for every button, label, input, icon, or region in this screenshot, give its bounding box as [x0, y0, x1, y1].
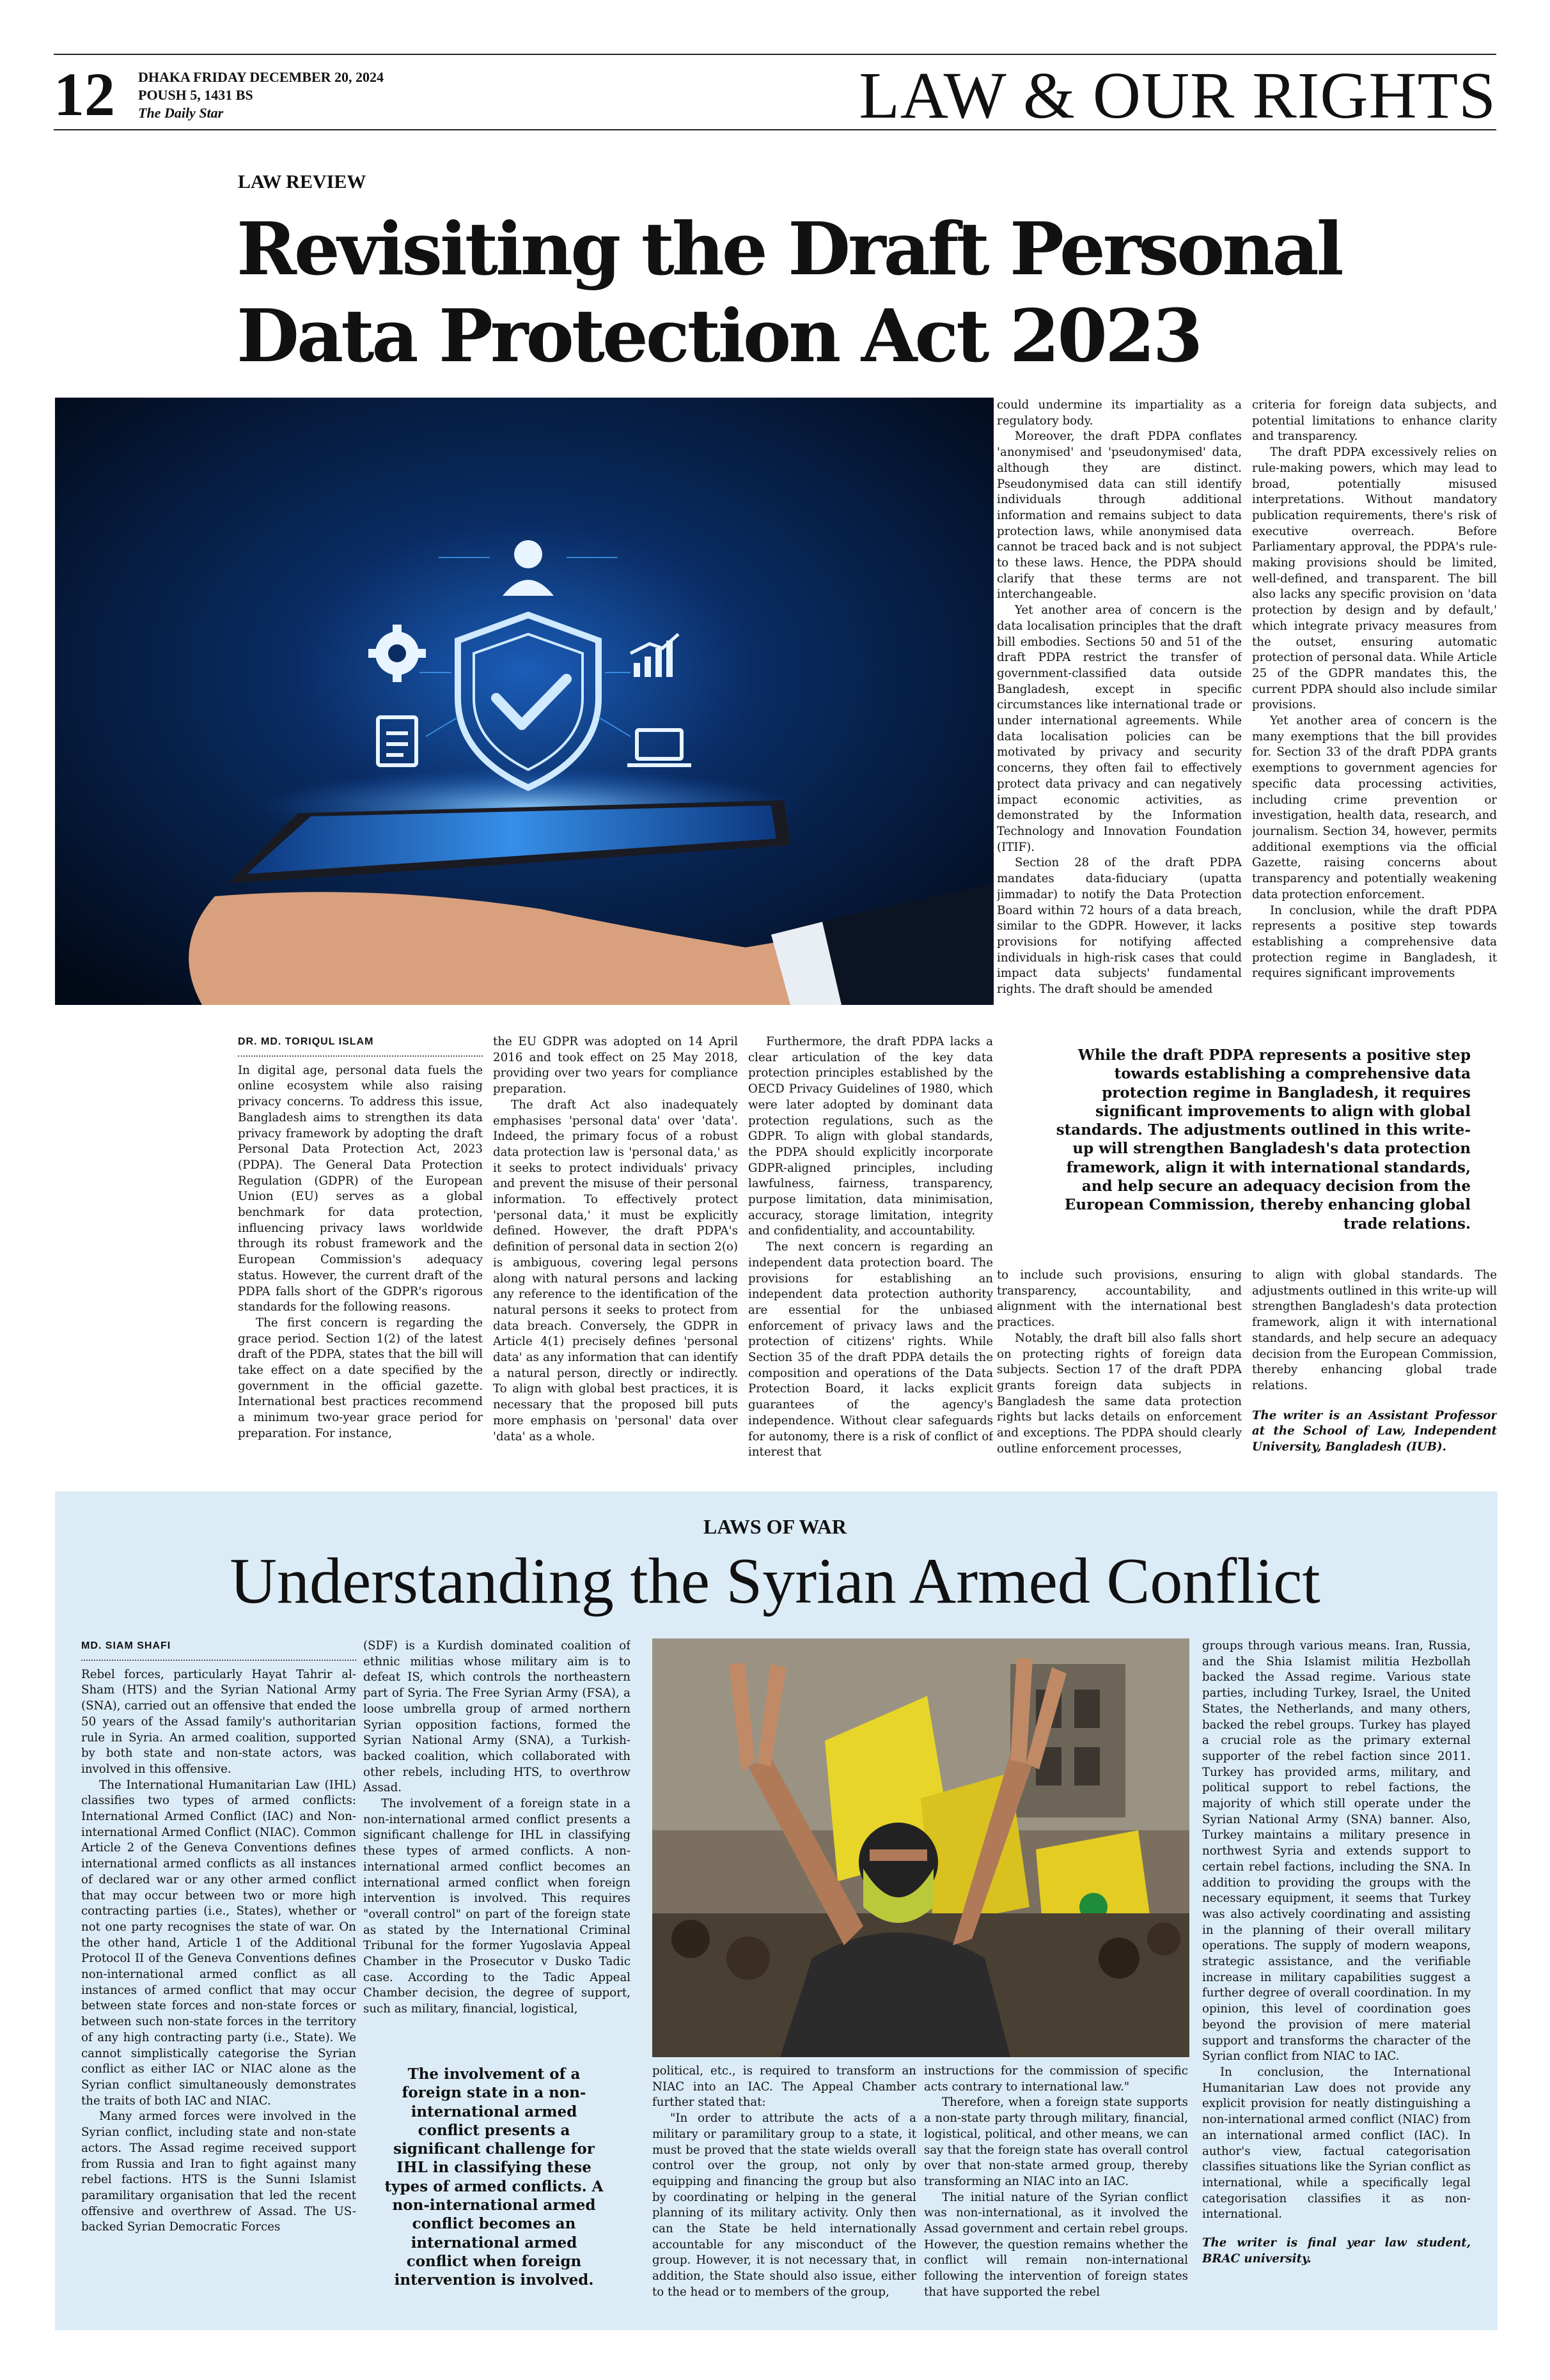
headline-line-1: Revisiting the Draft Personal: [237, 206, 1342, 292]
page-number: 12: [54, 60, 115, 128]
author-note: The writer is final year law student, BRAC university.: [1202, 2236, 1471, 2266]
paragraph: The first concern is regarding the grace period. Section 1(2) of the latest draft of the PDPA, states that the bill will take effect on a date specified by the government in the official gazette. International best practices recommend a minimum two-year grace period for preparation. For instance,: [238, 1316, 483, 1440]
article2-column-4: [924, 2064, 1188, 2322]
article2-pullquote: The involvement of a foreign state in a non-international armed conflict presents a significant challenge for IHL in classifying these types of armed conflicts. A non-international armed conflict becomes an international armed conflict when foreign intervention is involved.: [384, 2065, 604, 2289]
article2-column-2: [363, 1638, 630, 2041]
paragraph: Rebel forces, particularly Hayat Tahrir al-Sham (HTS) and the Syrian National Army (SNA), carried out an offensive that ended the 50 years of the Assad family's authoritarian rule in Syria. An armed coalition, supported by both state and non-state actors, was involved in this offensive.: [81, 1667, 356, 1776]
paragraph: Furthermore, the draft PDPA lacks a clear articulation of the key data protection principles established by the OECD Privacy Guidelines of 1980, which were later adopted by dominant data protection regulations, such as the GDPR. To align with global standards, the PDPA should explicitly incorporate GDPR-aligned principles, including lawfulness, fairness, transparency, purpose limitation, data minimisation, accuracy, storage limitation, integrity and confidentiality, and accountability.: [748, 1035, 993, 1238]
paragraph: Moreover, the draft PDPA conflates 'anonymised' and 'pseudonymised' data, although they are distinct. Pseudonymised data can still identify individuals through additional information and remains subject to data protection laws, while anonymised data cannot be traced back and is not subject to these laws. Hence, the PDPA should clarify that these terms are not interchangeable.: [997, 430, 1242, 602]
article2-kicker: LAWS OF WAR: [703, 1515, 847, 1538]
paragraph: Section 28 of the draft PDPA mandates data-fiduciary (upatta jimmadar) to notify the Data Protection Board within 72 hours of a data breach, similar to the GDPR. However, it lacks provisions for notifying affected individuals in high-risk cases that could impact data subjects' fundamental rights. The draft should be amended: [997, 856, 1242, 997]
article1-kicker: LAW REVIEW: [238, 171, 366, 192]
paragraph: Notably, the draft bill also falls short on protecting rights of foreign data subjects. Section 17 of the draft PDPA grants foreign data subjects in Bangladesh the same data protection rights but lacks details on enforcement and exceptions. The PDPA should clearly outline enforcement processes,: [997, 1331, 1242, 1456]
paragraph: The International Humanitarian Law (IHL) classifies two types of armed conflicts: International Armed Conflict (IAC) and Non-international Armed Conflict (NIAC). Common Article 2 of the Geneva Conventions defines international armed conflicts as all instances of declared war or any other armed conflict that may occur between two or more high contracting parties (i.e., States), whether or not one party recognises the state of war. On the other hand, Article 1 of the Additional Protocol II of the Geneva Conventions defines non-international armed conflict as all instances of armed conflict that may occur between state forces and non-state forces or between such non-state forces in the territory of any high contracting party (i.e., State). We cannot simplistically categorise the Syrian conflict as either IAC or NIAC alone as the Syrian conflict simultaneously demonstrates the traits of both IAC and NIAC.: [81, 1778, 356, 2108]
headline-line-2: Data Protection Act 2023: [237, 293, 1201, 378]
paragraph: to include such provisions, ensuring transparency, accountability, and alignment with the international best practices.: [997, 1268, 1242, 1330]
paragraph: The draft PDPA excessively relies on rule-making powers, which may lead to broad, potentially misused interpretations. Without mandatory publication requirements, there's risk of executive overreach. Before Parliamentary approval, the PDPA's rule-making provisions should be limited, well-defined, and transparent. The bill also lacks any specific provision on 'data protection by design and by default,' which integrate privacy measures from the outset, ensuring automatic protection of personal data. While Article 25 of the GDPR mandates this, the current PDPA should also include similar provisions.: [1252, 446, 1497, 712]
paragraph: to align with global standards. The adjustments outlined in this write-up will strengthen Bangladesh's data protection framework, align it with international standards, and help secure an adequacy decision from the European Commission, thereby enhancing global trade relations.: [1252, 1268, 1497, 1392]
article1-author: DR. MD. TORIQUL ISLAM: [238, 1034, 483, 1057]
paragraph: Therefore, when a foreign state supports a non-state party through military, financial, logistical, political, and other means, we can say that the foreign state has overall control over that non-state armed group, thereby transforming an NIAC into an IAC.: [924, 2096, 1188, 2188]
data-protection-illustration: [55, 398, 994, 1005]
paragraph: "In order to attribute the acts of a military or paramilitary group to a state, it must be proved that the state wields overall control over the group, not only by equipping and financing the group but also by coordinating or helping in the general planning of its military activity. Only then can the State be held internationally accountable for any misconduct of the group. However, it is not necessary that, in addition, the State should also issue, either to the head or to members of the group,: [652, 2112, 916, 2299]
article1-image: [55, 398, 994, 1005]
article1-pullquote: While the draft PDPA represents a positive step towards establishing a comprehensive data protection regime in Bangladesh, it requires significant improvements to align with global standards. The adjustments outlined in this write-up will strengthen Bangladesh's data protection framework, align it with international standards, and help secure an adequacy decision from the European Commission, thereby enhancing global trade relations.: [1056, 1046, 1471, 1233]
article2-image: [652, 1638, 1189, 2057]
section-title: LAW & OUR RIGHTS: [859, 59, 1496, 132]
article1-headline: [237, 206, 1342, 380]
article2-author: MD. SIAM SHAFI: [81, 1638, 356, 1661]
paragraph: The next concern is regarding an independent data protection board. The provisions for establishing an independent data protection authority are essential for the unbiased enforcement of privacy laws and the protection of citizens' rights. While Section 35 of the draft PDPA details the composition and operations of the Data Protection Board, it lacks explicit guarantees of the agency's independence. Without clear safeguards for autonomy, there is a risk of conflict of interest that: [748, 1240, 993, 1459]
paragraph: Yet another area of concern is the data localisation principles that the draft bill embodies. Sections 50 and 51 of the draft PDPA restrict the transfer of government-classified data outside Bangladesh, except in specific circumstances like international trade or under international agreements. While data localisation policies can be motivated by privacy and security concerns, they often fail to effectively protect data privacy and can negatively impact economic activities, as demonstrated by the Information Technology and Innovation Foundation (ITIF).: [997, 603, 1242, 854]
article2-column-3: [652, 2064, 916, 2322]
article1-column-4: [997, 398, 1242, 1005]
paragraph: political, etc., is required to transform an NIAC into an IAC. The Appeal Chamber further stated that:: [652, 2064, 916, 2110]
paragraph: groups through various means. Iran, Russia, and the Shia Islamist militia Hezbollah backed the Assad regime. Various state parties, including Turkey, Israel, the United States, the Netherlands, and many others, backed the rebel groups. Turkey has played a crucial role as the primary external supporter of the rebel faction since 2011. Turkey has provided arms, military, and political support to rebel factions, the majority of which still operate under the Syrian National Army (SNA) banner. Also, Turkey maintains a military presence in northwest Syria and extends support to certain rebel factions, including the SNA. In addition to providing the groups with the necessary equipment, it seems that Turkey was also actively coordinating and assisting in the planning of their overall military operations. The supply of modern weapons, strategic assistance, and the verifiable increase in military capabilities suggest a further degree of overall coordination. In my opinion, this level of coordination goes beyond the provision of mere material support and transforms the character of the Syrian conflict from NIAC to IAC.: [1202, 1639, 1471, 2064]
paragraph: instructions for the commission of specific acts contrary to international law.": [924, 2064, 1188, 2094]
paragraph: In conclusion, while the draft PDPA represents a positive step towards establishing a comprehensive data protection regime in Bangladesh, it requires significant improvements: [1252, 903, 1497, 981]
article2-column-5: [1202, 1638, 1471, 2326]
article2-column-1: [81, 1638, 356, 2322]
paragraph: In digital age, personal data fuels the online ecosystem while also raising privacy concerns. To address this issue, Bangladesh aims to strengthen its data privacy framework by adopting the draft Personal Data Protection Act, 2023 (PDPA). The General Data Protection Regulation (GDPR) of the European Union (EU) serves as a global benchmark for data protection, influencing privacy laws worldwide through its robust framework and the European Commission's adequacy status. However, the current draft of the PDPA falls short of the GDPR's rigorous standards for the following reasons.: [238, 1063, 483, 1314]
paragraph: The initial nature of the Syrian conflict was non-international, as it involved the Assad government and certain rebel groups. However, the question remains whether the conflict will remain non-international following the intervention of foreign states that have supported the rebel: [924, 2190, 1188, 2299]
paragraph: (SDF) is a Kurdish dominated coalition of ethnic militias whose military aim is to defeat IS, which controls the northeastern part of Syria. The Free Syrian Army (FSA), a loose umbrella group of armed northern Syrian opposition factions, formed the Syrian National Army (SNA), a Turkish-backed coalition, which collaborated with other rebels, including HTS, to overthrow Assad.: [363, 1639, 630, 1795]
article2-headline: Understanding the Syrian Armed Conflict: [230, 1545, 1320, 1617]
author-note: The writer is an Assistant Professor at the School of Law, Independent University, Bangladesh (IUB).: [1252, 1408, 1497, 1454]
date-line: DHAKA FRIDAY DECEMBER 20, 2024: [138, 69, 384, 85]
paragraph: The involvement of a foreign state in a non-international armed conflict presents a significant challenge for IHL in classifying these types of armed conflicts. A non-international armed conflict becomes an international armed conflict when foreign intervention is involved. This requires "overall control" on part of the foreign state as stated by the International Criminal Tribunal for the former Yugoslavia Appeal Chamber in the Prosecutor v Dusko Tadic case. According to the Tadic Appeal Chamber decision, the degree of support, such as military, financial, logistical,: [363, 1797, 630, 2016]
page-header: [54, 54, 1496, 130]
paper-name-logo: The Daily Star: [138, 105, 224, 121]
paragraph: Many armed forces were involved in the Syrian conflict, including state and non-state actors. The Assad regime received support from Russia and Iran to fight against many rebel factions. HTS is the Sunni Islamist paramilitary organisation that led the recent offensive and overthrew of Assad. The US-backed Syrian Democratic Forces: [81, 2110, 356, 2234]
paragraph: criteria for foreign data subjects, and potential limitations to enhance clarity and transparency.: [1252, 398, 1497, 444]
paragraph: could undermine its impartiality as a regulatory body.: [997, 398, 1242, 428]
bs-line: POUSH 5, 1431 BS: [138, 87, 253, 103]
paragraph: Yet another area of concern is the many exemptions that the bill provides for. Section 33 of the draft PDPA grants exemptions to government agencies for specific data processing activities, including crime prevention or investigation, health data, research, and journalism. Section 34, however, permits additional exemptions via the official Gazette, raising concerns about transparency and potentially weakening data protection enforcement.: [1252, 714, 1497, 901]
paragraph: The draft Act also inadequately emphasises 'personal data' over 'data'. Indeed, the primary focus of a robust data protection law is 'personal data,' as it seeks to protect individuals' privacy and prevent the misuse of their personal information. To effectively protect 'personal data,' it must be explicitly defined. However, the draft PDPA's definition of personal data in section 2(o) is ambiguous, covering legal persons along with natural persons and lacking any reference to the identification of the natural persons it seeks to protect from data breach. Conversely, the GDPR in Article 4(1) precisely defines 'personal data' as any information that can identify a natural person, directly or indirectly. To align with global best practices, it is necessary that the proposed bill puts more emphasis on 'personal' data over 'data' as a whole.: [493, 1098, 738, 1443]
article1-column-5: [1252, 398, 1497, 1005]
paragraph: the EU GDPR was adopted on 14 April 2016 and took effect on 25 May 2018, providing over two years for compliance preparation.: [493, 1035, 738, 1096]
paragraph: In conclusion, the International Humanitarian Law does not provide any explicit provision for neatly distinguishing a non-international armed conflict (NIAC) from an international armed conflict (IAC). In author's view, factual categorisation classifies situations like the Syrian conflict as international, while a specifically legal categorisation classifies it as non-international.: [1202, 2065, 1471, 2221]
syria-protest-photo: [652, 1638, 1189, 2057]
